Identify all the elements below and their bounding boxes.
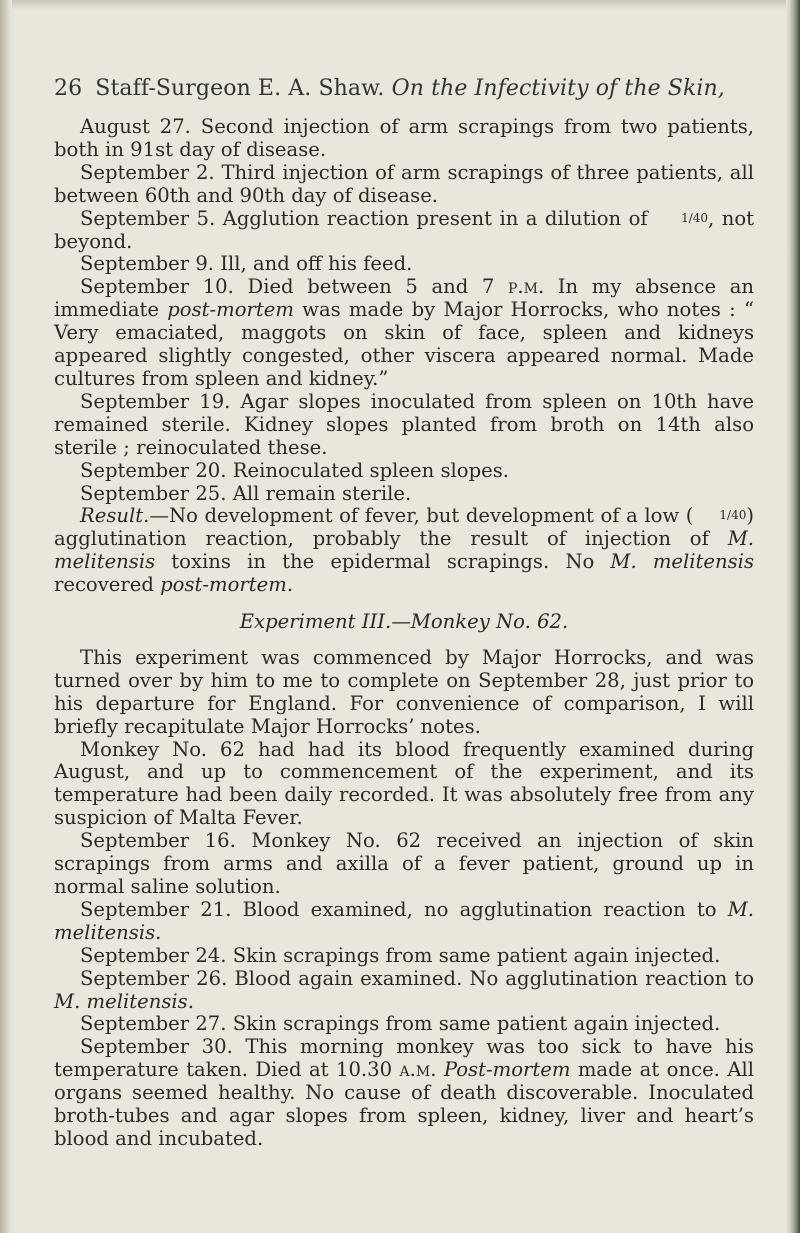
entry-sep-2: September 2. Third injection of arm scrapings of three patients, all between 60th and 90th day of disease. — [54, 160, 754, 207]
result-paragraph: Result.—No development of fever, but development of a low ( 1/40) agglutination reaction, probably the result of injection of M. melitensis toxins in the epidermal scrapings. No M. melitensis recovered post-mortem. — [54, 504, 754, 597]
running-head-author: Staff-Surgeon E. A. Shaw. — [95, 76, 385, 101]
entry-m-sep-27: September 27. Skin scrapings from same patient again injected. — [80, 1012, 721, 1036]
paragraph-commenced: This experiment was commenced by Major Horrocks, and was turned over by him to me to complete on September 28, just prior to his departure for England. For convenience of comparison, I will briefly recapitulate Major Horrocks’ notes. — [54, 645, 754, 738]
running-head-title: On the Infectivity of the Skin, — [391, 76, 725, 101]
entry-m-sep-21: September 21. Blood examined, no agglutination reaction to M. melitensis. — [54, 897, 754, 944]
entry-m-sep-16: September 16. Monkey No. 62 received an injection of skin scrapings from arms and axilla of a fever patient, ground up in normal saline solution. — [54, 829, 754, 898]
entry-aug-27: August 27. Second injection of arm scrapings from two patients, both in 91st day of disease. — [54, 115, 754, 161]
body-text — [54, 116, 754, 1151]
entry-sep-19: September 19. Agar slopes inoculated from spleen on 10th have remained sterile. Kidney slopes planted from broth on 14th also sterile ; reinoculated these. — [54, 389, 754, 459]
section-heading: Experiment III.—Monkey No. 62. — [239, 610, 569, 634]
fraction: 1/40 — [719, 508, 747, 523]
running-head — [54, 76, 754, 102]
result-label: Result. — [80, 504, 150, 528]
entry-sep-9: September 9. Ill, and off his feed. — [80, 252, 413, 276]
entry-sep-10: September 10. Died between 5 and 7 p.m. In my absence an immediate post-mortem was made by Major Horrocks, who notes : “ Very emaciated, maggots on skin of face, spleen and kidneys appeared slightly congested, other viscera appeared normal. Made cultures from spleen and kidney.” — [54, 275, 754, 390]
page-edge-shadow-right — [786, 0, 800, 1233]
fraction: 1/40 — [681, 210, 709, 225]
paragraph-monkey-62: Monkey No. 62 had had its blood frequently examined during August, and up to commencement of the experiment, and its temperature had been daily recorded. It was absolutely free from any suspicion of Malta Fever. — [54, 737, 754, 830]
entry-m-sep-24: September 24. Skin scrapings from same patient again injected. — [80, 943, 721, 967]
page-edge-shadow-top — [0, 0, 800, 10]
entry-m-sep-30: September 30. This morning monkey was too sick to have his temperature taken. Died at 10.30 a.m. Post-mortem made at once. All organs seemed healthy. No cause of death discoverable. Inoculated broth-tubes and agar slopes from spleen, kidney, liver and heart’s blood and incubated. — [54, 1035, 755, 1150]
entry-sep-25: September 25. All remain sterile. — [80, 481, 412, 505]
page-edge-shadow-left — [0, 0, 12, 1233]
page-number: 26 — [54, 76, 83, 101]
entry-sep-20: September 20. Reinoculated spleen slopes. — [80, 458, 509, 482]
entry-m-sep-26: September 26. Blood again examined. No agglutination reaction to M. melitensis. — [54, 966, 754, 1013]
book-page — [54, 76, 754, 1151]
entry-sep-5: September 5. Agglution reaction present in a dilution of 1/40, not beyond. — [54, 206, 754, 253]
